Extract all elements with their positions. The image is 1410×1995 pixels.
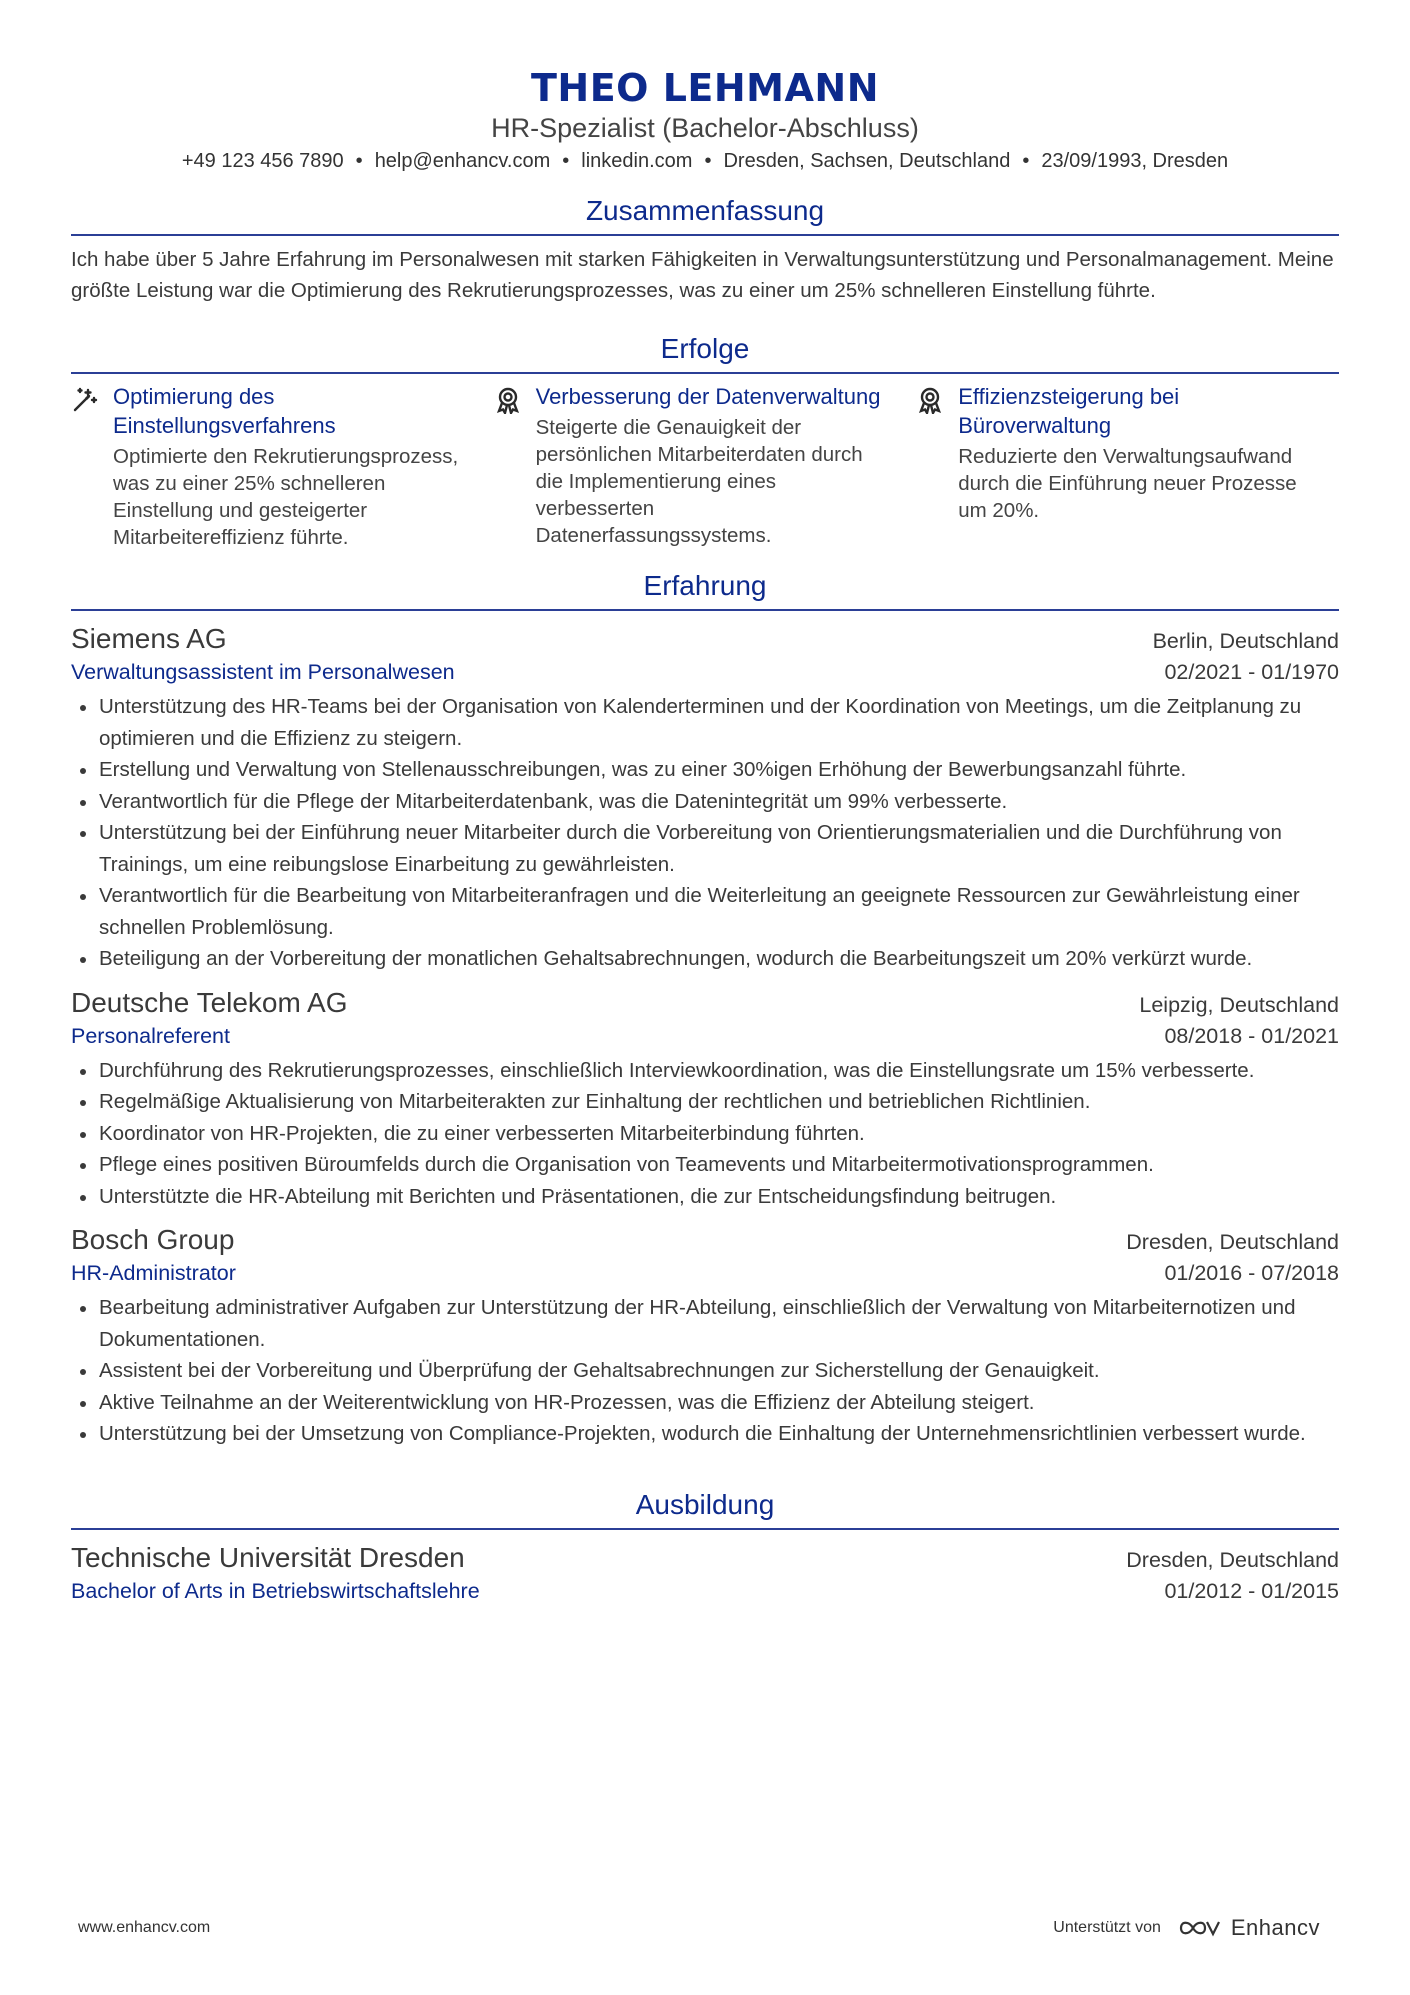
job-entry [71,985,1339,1213]
job-dates: 01/2016 - 07/2018 [1164,1261,1339,1285]
achievement-item [494,382,917,551]
achievement-item [916,382,1339,551]
experience-heading: Erfahrung [71,569,1339,611]
education-dates: 01/2012 - 01/2015 [1164,1578,1339,1603]
job-location: Leipzig, Deutschland [1139,992,1339,1017]
job-role: Verwaltungsassistent im Personalwesen [71,660,455,684]
powered-by [1053,1915,1320,1941]
education-heading: Ausbildung [71,1488,1339,1530]
job-bullets [71,691,1339,975]
company-name: Deutsche Telekom AG [71,986,348,1018]
achievements-list [71,382,1339,551]
list-item: Unterstützung bei der Einführung neuer Mitarbeiter durch die Vorbereitung von Orientierungsmaterialien und die Durchführung von Trainings, um eine reibungslose Einarbeitung zu gewährleisten. [71,817,1339,880]
contact-line: +49 123 456 7890 • help@enhancv.com • linkedin.com • Dresden, Sachsen, Deutschland • 23/09/1993, Dresden [181,150,1229,172]
footer [78,1915,1320,1941]
achievement-item [71,382,494,551]
list-item: Regelmäßige Aktualisierung von Mitarbeiterakten zur Einhaltung der rechtlichen und betrieblichen Richtlinien. [71,1086,1339,1118]
resume-page [71,0,1339,1606]
list-item: Bearbeitung administrativer Aufgaben zur Unterstützung der HR-Abteilung, einschließlich der Verwaltung von Mitarbeiternotizen und Dokumentationen. [71,1292,1339,1355]
company-name: Siemens AG [71,623,227,654]
list-item: Verantwortlich für die Bearbeitung von Mitarbeiteranfragen und die Weiterleitung an geeignete Ressourcen zur Gewährleistung einer schnellen Problemlösung. [71,880,1339,943]
powered-by-label: Unterstützt von [1053,1919,1161,1936]
achievement-title: Optimierung des Einstellungsverfahrens [113,384,336,438]
achievement-description: Optimierte den Rekrutierungsprozess, was zu einer 25% schnelleren Einstellung und gesteigerter Mitarbeitereffizienz führte. [113,445,459,549]
job-entry [71,1222,1339,1450]
enhancv-logo-icon [1177,1916,1223,1940]
list-item: Assistent bei der Vorbereitung und Überprüfung der Gehaltsabrechnungen zur Sicherstellung der Genauigkeit. [71,1355,1339,1387]
job-role: Personalreferent [71,1023,230,1048]
job-bullets [71,1055,1339,1213]
achievement-title: Effizienzsteigerung bei Büroverwaltung [958,384,1180,438]
list-item: Unterstützung des HR-Teams bei der Organisation von Kalenderterminen und der Koordination von Meetings, um die Zeitplanung zu optimieren und die Effizienz zu steigern. [71,691,1339,754]
job-location: Berlin, Deutschland [1152,629,1339,653]
email[interactable]: help@enhancv.com [374,150,551,172]
degree: Bachelor of Arts in Betriebswirtschaftslehre [71,1578,480,1603]
birth-date: 23/09/1993, Dresden [1041,150,1229,172]
candidate-title: HR-Spezialist (Bachelor-Abschluss) [491,113,919,143]
job-bullets [71,1292,1339,1450]
achievement-description: Steigerte die Genauigkeit der persönlichen Mitarbeiterdaten durch die Implementierung eines verbesserten Datenerfassungssystems. [535,416,863,547]
award-icon [916,382,958,551]
list-item: Unterstützung bei der Umsetzung von Compliance-Projekten, wodurch die Einhaltung der Unternehmensrichtlinien verbessert wurde. [71,1418,1339,1450]
summary-heading: Zusammenfassung [71,194,1339,236]
list-item: Koordinator von HR-Projekten, die zu einer verbesserten Mitarbeiterbindung führten. [71,1118,1339,1150]
list-item: Pflege eines positiven Büroumfelds durch die Organisation von Teamevents und Mitarbeitermotivationsprogrammen. [71,1149,1339,1181]
footer-website[interactable]: www.enhancv.com [78,1919,211,1936]
job-dates: 02/2021 - 01/1970 [1164,660,1339,684]
achievement-description: Reduzierte den Verwaltungsaufwand durch die Einführung neuer Prozesse um 20%. [958,445,1297,522]
list-item: Unterstützte die HR-Abteilung mit Berichten und Präsentationen, die zur Entscheidungsfindung beitrugen. [71,1181,1339,1213]
job-location: Dresden, Deutschland [1126,1230,1339,1254]
award-icon [494,382,536,551]
linkedin[interactable]: linkedin.com [581,150,693,172]
magic-wand-icon [71,382,113,551]
candidate-name: THEO LEHMANN [530,66,880,110]
list-item: Beteiligung an der Vorbereitung der monatlichen Gehaltsabrechnungen, wodurch die Bearbeitungszeit um 20% verkürzt wurde. [71,943,1339,975]
list-item: Aktive Teilnahme an der Weiterentwicklung von HR-Prozessen, was die Effizienz der Abteilung steigert. [71,1387,1339,1419]
list-item: Erstellung und Verwaltung von Stellenausschreibungen, was zu einer 30%igen Erhöhung der Bewerbungsanzahl führte. [71,754,1339,786]
phone: +49 123 456 7890 [181,150,344,172]
company-name: Bosch Group [71,1224,235,1255]
job-role: HR-Administrator [71,1261,236,1285]
school-name: Technische Universität Dresden [71,1541,465,1573]
summary-text: Ich habe über 5 Jahre Erfahrung im Personalwesen mit starken Fähigkeiten in Verwaltungsunterstützung und Personalmanagement. Meine größte Leistung war die Optimierung des Rekrutierungsprozesses, was zu einer um 25% schnelleren Einstellung führte. [71,248,1334,302]
school-location: Dresden, Deutschland [1126,1547,1339,1572]
achievement-title: Verbesserung der Datenverwaltung [535,384,881,409]
education-entry [71,1540,1339,1606]
job-dates: 08/2018 - 01/2021 [1164,1023,1339,1048]
location: Dresden, Sachsen, Deutschland [723,150,1011,172]
brand-name: Enhancv [1230,1915,1320,1940]
achievements-heading: Erfolge [71,332,1339,374]
job-entry [71,621,1339,975]
list-item: Durchführung des Rekrutierungsprozesses, einschließlich Interviewkoordination, was die Einstellungsrate um 15% verbesserte. [71,1055,1339,1087]
list-item: Verantwortlich für die Pflege der Mitarbeiterdatenbank, was die Datenintegrität um 99% verbesserte. [71,786,1339,818]
